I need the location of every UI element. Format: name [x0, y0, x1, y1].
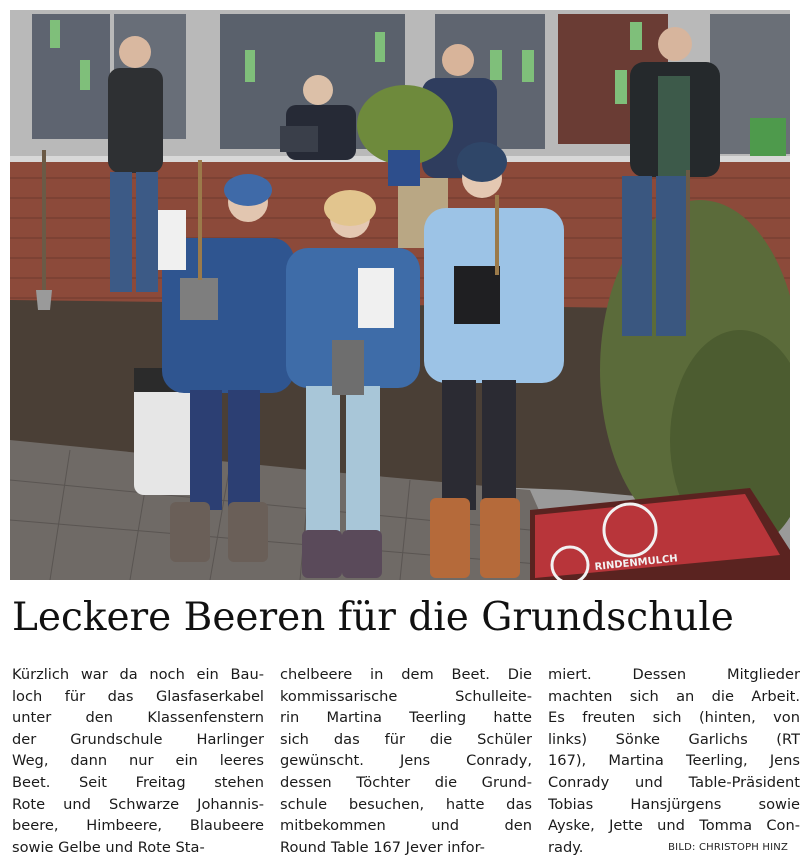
article-text-line: chelbeere in dem Beet. Die [280, 666, 532, 683]
article-text-line: Weg, dann nur ein leeres [12, 752, 264, 770]
photo-credit: BILD: CHRISTOPH HINZ [668, 842, 788, 853]
article-text-line: links) Sönke Garlichs (RT [548, 730, 800, 748]
article-text-line: loch für das Glasfaserkabel [12, 687, 264, 705]
article-text-line: rin Martina Teerling hatte [280, 709, 532, 727]
article-text-line: Kürzlich war da noch ein Bau- [12, 666, 264, 683]
article-column-2 [280, 664, 532, 858]
mulch-bag-label: RINDENMULCH [594, 553, 679, 573]
article-text-line: sowie Gelbe und Rote Sta- [12, 838, 205, 856]
article-text-line: der Grundschule Harlinger [12, 730, 264, 748]
article-text-line: mitbekommen und den [280, 817, 532, 835]
article-text-line: Rote und Schwarze Johannis- [12, 795, 264, 813]
article-text-line: gewünscht. Jens Conrady, [280, 752, 532, 770]
article-text-line: machten sich an die Arbeit. [548, 687, 800, 705]
article-text-line: unter den Klassenfenstern [12, 709, 264, 727]
window-pane [32, 14, 110, 139]
article-text-line: kommissarische Schulleite- [280, 687, 532, 705]
article-text-line: Ayske, Jette und Tomma Con- [548, 817, 800, 835]
article-text-line: schule besuchen, hatte das [280, 795, 532, 813]
article-headline: Leckere Beeren für die Grundschule [12, 595, 734, 640]
article-text-line: beere, Himbeere, Blaubeere [12, 817, 264, 835]
article-text-line: sich das für die Schüler [280, 730, 532, 748]
article-text-line: 167), Martina Teerling, Jens [548, 752, 800, 770]
article-text-line: Round Table 167 Jever infor- [280, 838, 485, 856]
article-text-line: Beet. Seit Freitag stehen [12, 773, 264, 791]
photo-scene [10, 10, 790, 580]
article-text-line: dessen Töchter die Grund- [280, 773, 532, 791]
article-text-line: rady. [548, 838, 584, 856]
mulch-bags [530, 488, 790, 580]
article-column-3 [548, 664, 800, 858]
article-column-1 [12, 664, 264, 858]
article-text-line: Conrady und Table-Präsident [548, 773, 800, 791]
article-text-line: Es freuten sich (hinten, von [548, 709, 800, 727]
article-text-line: Tobias Hansjürgens sowie [548, 795, 800, 813]
article-text-line: miert. Dessen Mitglieder [548, 666, 800, 683]
article-photo [10, 10, 790, 580]
